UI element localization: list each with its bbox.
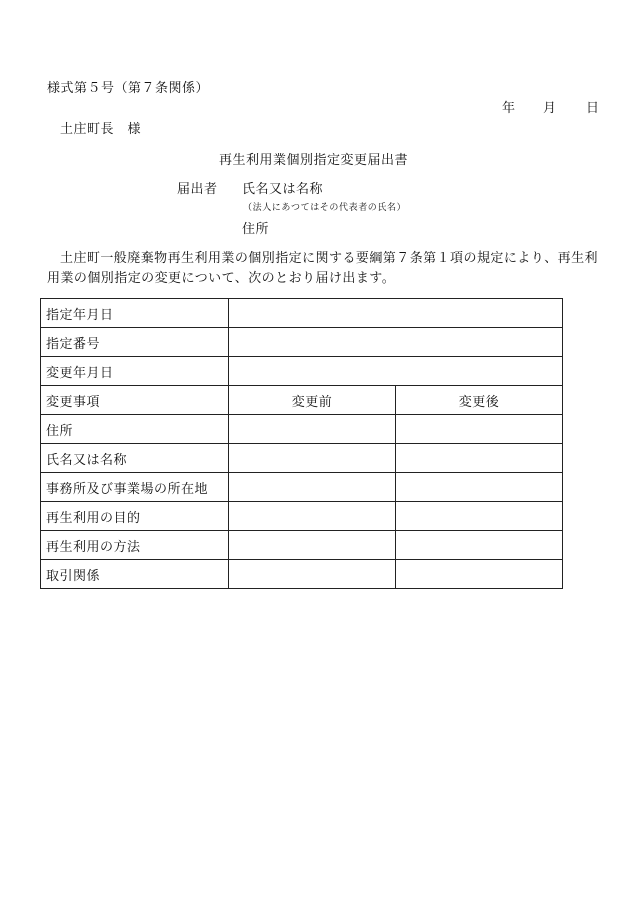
after-field[interactable] (396, 531, 563, 560)
table-row-designation-date (41, 299, 563, 328)
before-field[interactable] (229, 444, 396, 473)
notifier-label: 届出者 (177, 182, 218, 197)
header-after: 変更後 (396, 386, 563, 415)
change-form-table (40, 298, 563, 589)
date-year-label: 年 (502, 101, 516, 116)
table-row-name (41, 444, 563, 473)
designation-date-field[interactable] (229, 299, 563, 328)
table-row-office-location (41, 473, 563, 502)
notifier-address-label: 住所 (242, 222, 270, 237)
table-row-address (41, 415, 563, 444)
row-label: 住所 (41, 415, 229, 444)
row-label: 変更年月日 (41, 357, 229, 386)
after-field[interactable] (396, 502, 563, 531)
row-label: 事務所及び事業場の所在地 (41, 473, 229, 502)
date-line (0, 101, 630, 117)
table-row-business-relations (41, 560, 563, 589)
notifier-name-label: 氏名又は名称 (242, 182, 324, 197)
header-change-item: 変更事項 (41, 386, 229, 415)
notifier-name-note: （法人にあつてはその代表者の氏名） (243, 203, 407, 213)
row-label: 取引関係 (41, 560, 229, 589)
table-row-purpose (41, 502, 563, 531)
document-title: 再生利用業個別指定変更届出書 (219, 153, 409, 168)
before-field[interactable] (229, 531, 396, 560)
body-paragraph: 土庄町一般廃棄物再生利用業の個別指定に関する要綱第７条第１項の規定により、再生利用業の個別指定の変更について、次のとおり届け出ます。 (47, 251, 599, 286)
after-field[interactable] (396, 473, 563, 502)
addressee: 土庄町長 様 (60, 122, 142, 137)
row-label: 再生利用の方法 (41, 531, 229, 560)
table-header-row (41, 386, 563, 415)
designation-number-field[interactable] (229, 328, 563, 357)
row-label: 再生利用の目的 (41, 502, 229, 531)
before-field[interactable] (229, 473, 396, 502)
table-row-designation-number (41, 328, 563, 357)
table-row-change-date (41, 357, 563, 386)
change-date-field[interactable] (229, 357, 563, 386)
after-field[interactable] (396, 560, 563, 589)
table-row-method (41, 531, 563, 560)
before-field[interactable] (229, 415, 396, 444)
form-number: 様式第５号（第７条関係） (47, 81, 210, 96)
date-month-label: 月 (543, 101, 557, 116)
header-before: 変更前 (229, 386, 396, 415)
after-field[interactable] (396, 444, 563, 473)
before-field[interactable] (229, 560, 396, 589)
after-field[interactable] (396, 415, 563, 444)
row-label: 氏名又は名称 (41, 444, 229, 473)
before-field[interactable] (229, 502, 396, 531)
row-label: 指定番号 (41, 328, 229, 357)
date-day-label: 日 (586, 101, 600, 116)
row-label: 指定年月日 (41, 299, 229, 328)
